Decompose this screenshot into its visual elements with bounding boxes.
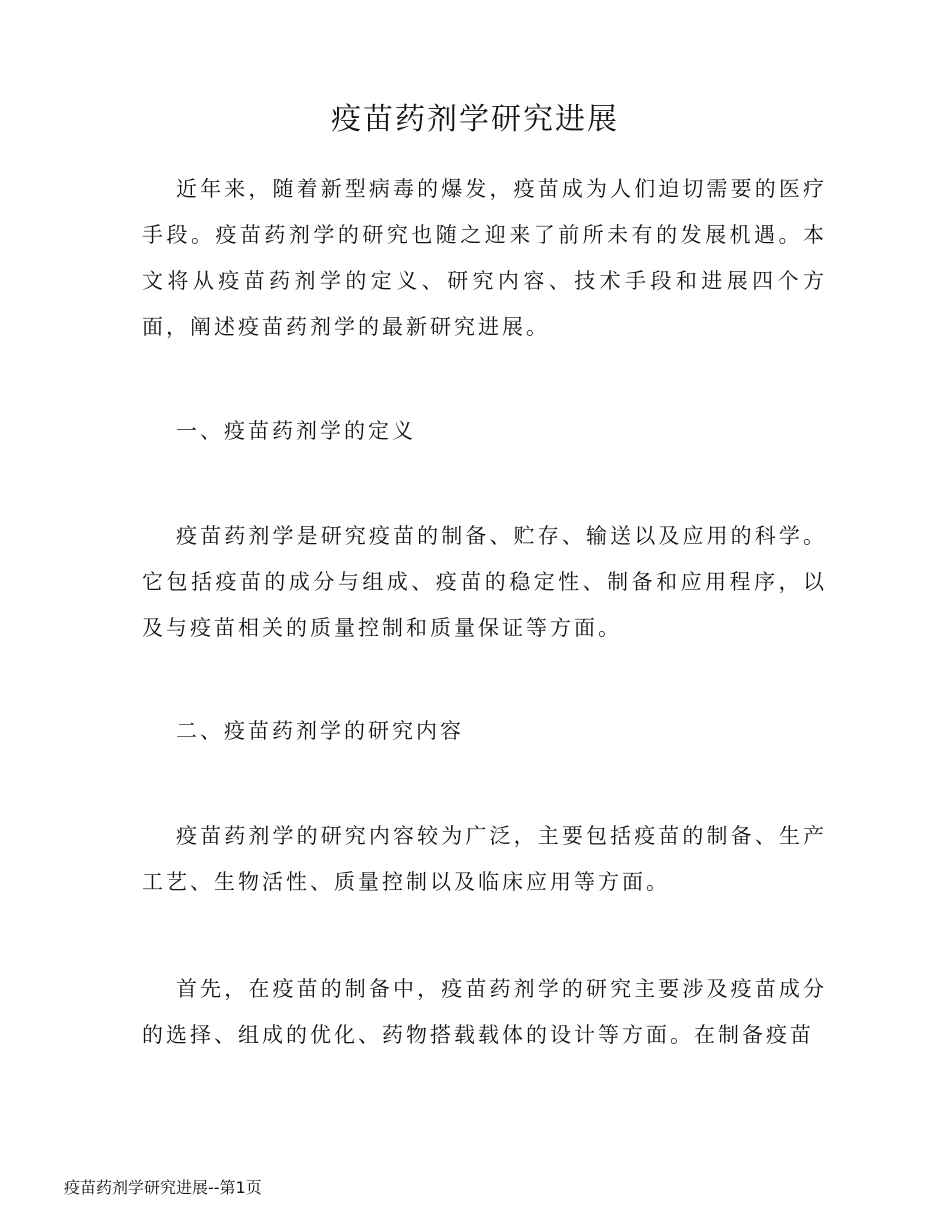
- preparation-paragraph: 首先，在疫苗的制备中，疫苗药剂学的研究主要涉及疫苗成分的选择、组成的优化、药物搭载载体的设计等方面。在制备疫苗: [142, 977, 827, 1047]
- section-heading-research-content: 二、疫苗药剂学的研究内容: [176, 719, 464, 743]
- page-title: 疫苗药剂学研究进展: [331, 102, 619, 137]
- intro-paragraph: 近年来，随着新型病毒的爆发，疫苗成为人们迫切需要的医疗手段。疫苗药剂学的研究也随之迎来了前所未有的发展机遇。本文将从疫苗药剂学的定义、研究内容、技术手段和进展四个方面，阐述疫苗药剂学的最新研究进展。: [142, 177, 827, 339]
- research-content-paragraph: 疫苗药剂学的研究内容较为广泛，主要包括疫苗的制备、生产工艺、生物活性、质量控制以及临床应用等方面。: [142, 824, 827, 894]
- section-heading-definition: 一、疫苗药剂学的定义: [176, 419, 416, 443]
- definition-paragraph: 疫苗药剂学是研究疫苗的制备、贮存、输送以及应用的科学。它包括疫苗的成分与组成、疫苗的稳定性、制备和应用程序，以及与疫苗相关的质量控制和质量保证等方面。: [142, 524, 827, 640]
- page-footer: 疫苗药剂学研究进展--第1页: [64, 1178, 262, 1197]
